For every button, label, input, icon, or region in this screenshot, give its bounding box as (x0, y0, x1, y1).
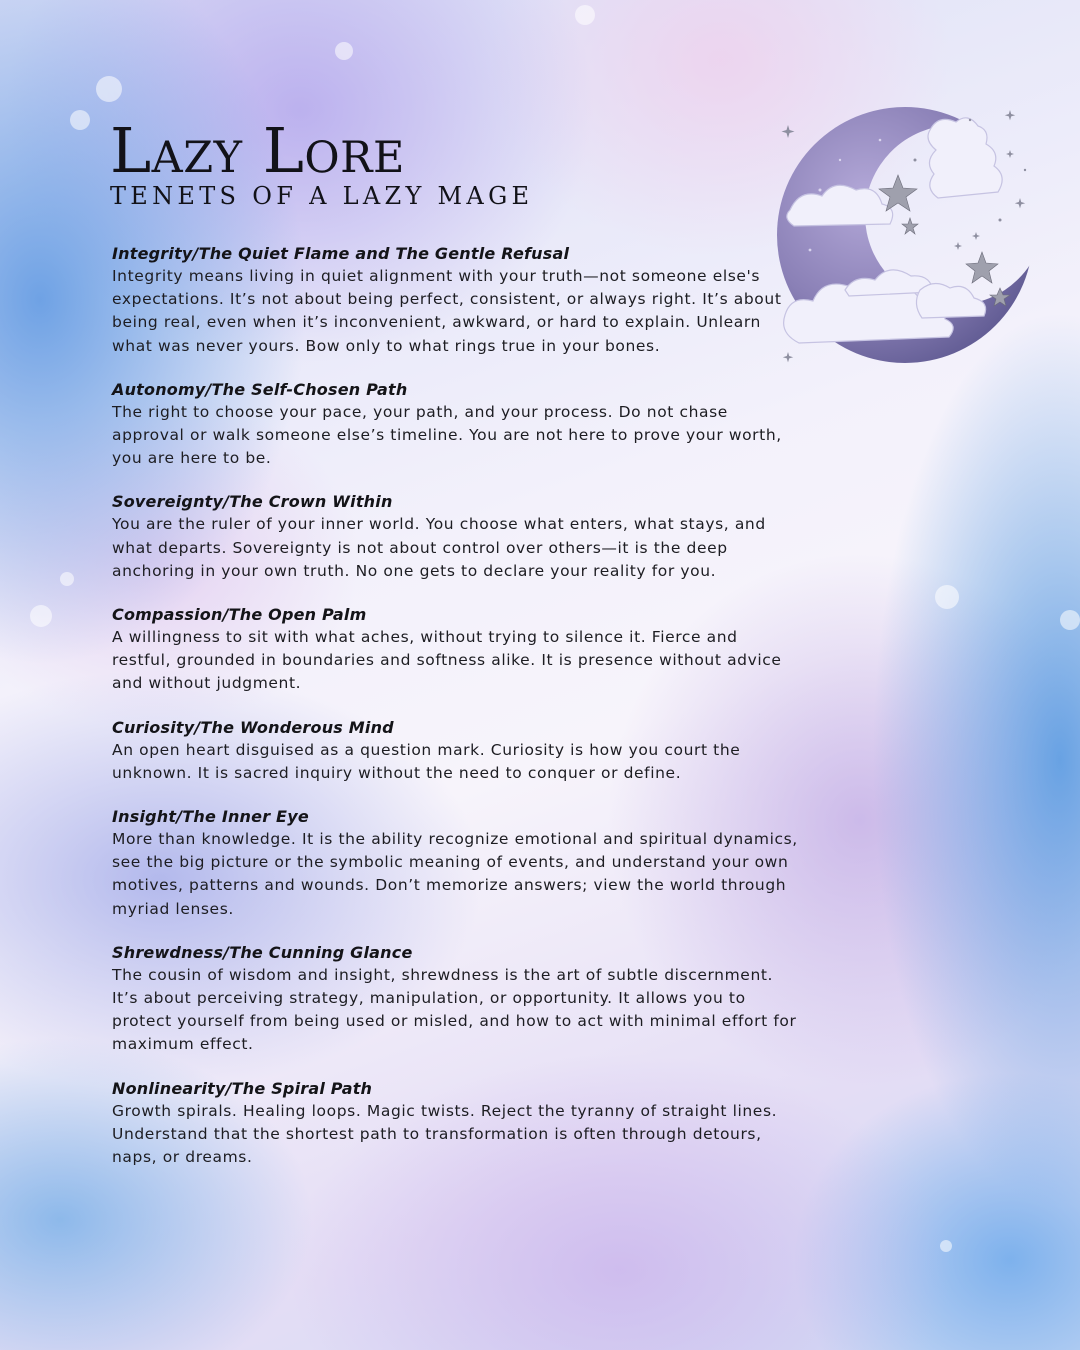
bokeh-dot (96, 76, 122, 102)
bokeh-dot (935, 585, 959, 609)
bokeh-dot (575, 5, 595, 25)
tenet-heading: Sovereignty/The Crown Within (112, 492, 393, 512)
tenet-shrewdness (112, 941, 802, 1057)
tenet-nonlinearity (112, 1077, 802, 1170)
tenet-heading: Autonomy/The Self-Chosen Path (112, 379, 408, 399)
page-title: Lazy Lore (110, 114, 405, 187)
tenet-sovereignty (112, 490, 802, 583)
tenet-body: The right to choose your pace, your path, and your process. Do not chase approval or walk someone else’s timeline. You are not here to prove your worth, you are here to be. (112, 402, 782, 468)
tenet-body: Growth spirals. Healing loops. Magic twists. Reject the tyranny of straight lines. Understand that the shortest path to transformation is often through detours, naps, or dreams. (112, 1101, 778, 1167)
tenet-body: The cousin of wisdom and insight, shrewdness is the art of subtle discernment. It’s about perceiving strategy, manipulation, or opportunity. It allows you to protect yourself from being used or misled, and how to act with minimal effort for maximum effect. (112, 965, 797, 1054)
bokeh-dot (335, 42, 353, 60)
tenet-integrity (112, 242, 802, 358)
tenet-heading: Curiosity/The Wonderous Mind (112, 717, 394, 737)
crescent-moon-icon (770, 100, 1040, 375)
tenet-heading: Integrity/The Quiet Flame and The Gentle Refusal (112, 244, 570, 263)
tenet-heading: Nonlinearity/The Spiral Path (112, 1078, 373, 1098)
tenet-heading: Compassion/The Open Palm (112, 605, 367, 625)
bokeh-dot (1060, 610, 1080, 630)
tenet-heading: Insight/The Inner Eye (112, 807, 309, 827)
tenet-body: You are the ruler of your inner world. You choose what enters, what stays, and what departs. Sovereignty is not about control over others—it is the deep anchoring in your own truth. No one gets to declare your reality for you. (112, 515, 766, 580)
bokeh-dot (30, 605, 52, 627)
tenet-heading: Shrewdness/The Cunning Glance (112, 942, 413, 962)
tenet-body: More than knowledge. It is the ability recognize emotional and spiritual dynamics, see the big picture or the symbolic meaning of events, and understand your own motives, patterns and wounds. Don’t memorize answers; view the world through myriad lenses. (112, 830, 798, 918)
tenet-body: An open heart disguised as a question mark. Curiosity is how you court the unknown. It is sacred inquiry without the need to conquer or define. (112, 740, 741, 782)
tenet-insight (112, 805, 802, 921)
bokeh-dot (60, 572, 74, 586)
tenet-body: Integrity means living in quiet alignment with your truth—not someone else's expectations. It’s not about being perfect, consistent, or always right. It’s about being real, even when it’s inconvenient, awkward, or hard to explain. Unlearn what was never yours. Bow only to what rings true in your bones. (112, 267, 782, 355)
page-header (110, 114, 534, 210)
page-subtitle: TENETS OF A LAZY MAGE (110, 182, 534, 210)
tenet-curiosity (112, 716, 802, 785)
bokeh-dot (940, 1240, 952, 1252)
tenets-list (112, 242, 802, 1189)
tenet-autonomy (112, 378, 802, 471)
tenet-body: A willingness to sit with what aches, without trying to silence it. Fierce and restful, grounded in boundaries and softness alike. It is presence without advice and without judgment. (112, 628, 782, 693)
bokeh-dot (70, 110, 90, 130)
tenet-compassion (112, 603, 802, 696)
